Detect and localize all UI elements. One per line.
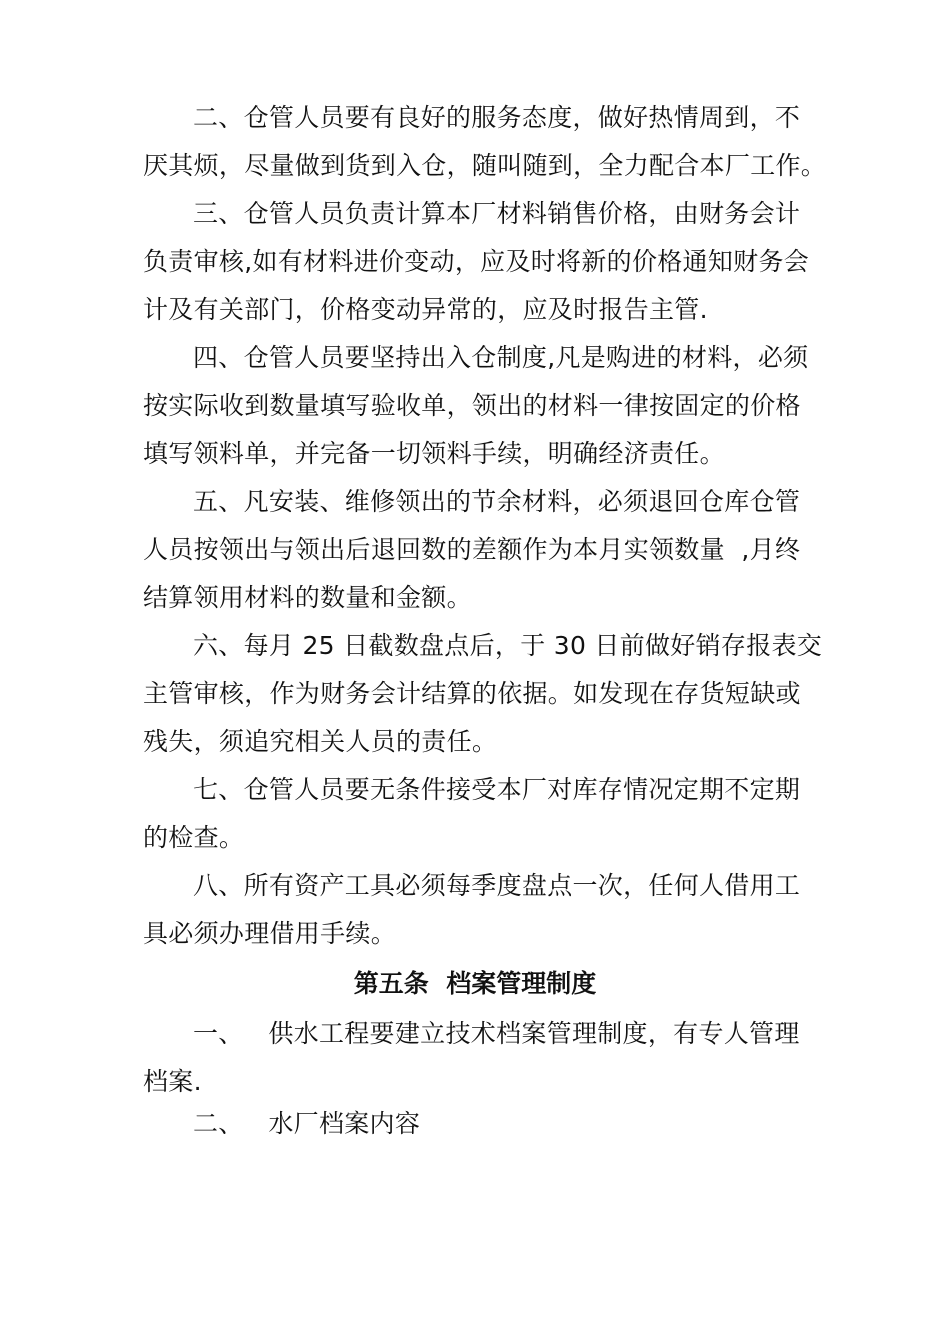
paragraph-2-line-1: 二、仓管人员要有良好的服务态度，做好热情周到，不 <box>193 103 801 132</box>
paragraph-5-line-3: 结算领用材料的数量和金额。 <box>143 583 472 612</box>
paragraph-6-line-2: 主管审核，作为财务会计结算的依据。如发现在存货短缺或 <box>143 679 801 708</box>
paragraph-5-line-2: 人员按领出与领出后退回数的差额作为本月实领数量 ,月终 <box>143 535 801 564</box>
paragraph-3-line-3: 计及有关部门，价格变动异常的，应及时报告主管. <box>143 295 708 324</box>
paragraph-5-line-1: 五、凡安装、维修领出的节余材料，必须退回仓库仓管 <box>193 487 801 516</box>
paragraph-6-line-1: 六、每月 25 日截数盘点后，于 30 日前做好销存报表交 <box>193 631 823 660</box>
paragraph-3-line-1: 三、仓管人员负责计算本厂材料销售价格，由财务会计 <box>193 199 801 228</box>
paragraph-2-line-2: 厌其烦，尽量做到货到入仓，随叫随到，全力配合本厂工作。 <box>143 151 827 180</box>
archive-item-1-line-1: 一、 供水工程要建立技术档案管理制度，有专人管理 <box>193 1019 800 1048</box>
paragraph-4-line-2: 按实际收到数量填写验收单，领出的材料一律按固定的价格 <box>143 391 801 420</box>
section-heading: 第五条 档案管理制度 <box>353 969 597 998</box>
archive-item-2-line-1: 二、 水厂档案内容 <box>193 1109 421 1138</box>
paragraph-8-line-1: 八、所有资产工具必须每季度盘点一次，任何人借用工 <box>193 871 801 900</box>
paragraph-4-line-3: 填写领料单，并完备一切领料手续，明确经济责任。 <box>143 439 725 468</box>
paragraph-7-line-1: 七、仓管人员要无条件接受本厂对库存情况定期不定期 <box>193 775 801 804</box>
paragraph-6-line-3: 残失，须追究相关人员的责任。 <box>143 727 498 756</box>
paragraph-7-line-2: 的检查。 <box>143 823 245 852</box>
paragraph-3-line-2: 负责审核,如有材料进价变动，应及时将新的价格通知财务会 <box>143 247 810 276</box>
paragraph-4-line-1: 四、仓管人员要坚持出入仓制度,凡是购进的材料，必须 <box>193 343 809 372</box>
paragraph-8-line-2: 具必须办理借用手续。 <box>143 919 397 948</box>
archive-item-1-line-2: 档案. <box>143 1067 202 1096</box>
